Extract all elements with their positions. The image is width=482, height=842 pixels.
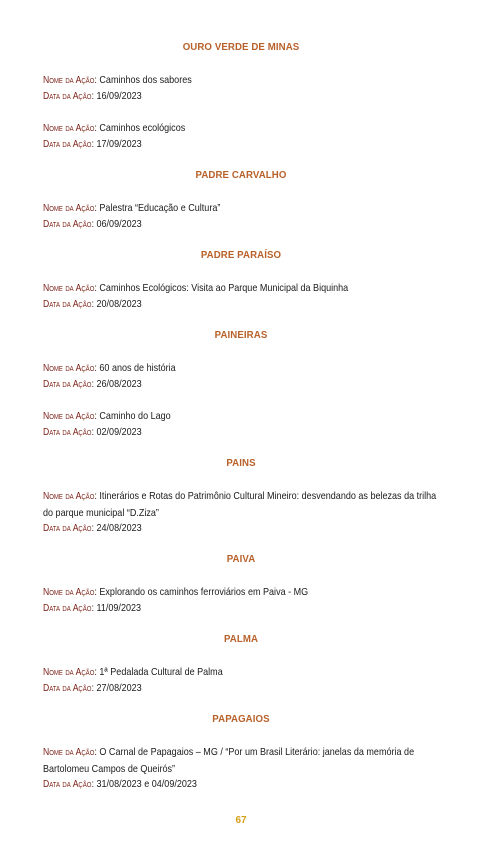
- action-name: O Carnal de Papagaios – MG / “Por um Brasil Literário: janelas da memória de Bartolomeu Campos de Queirós”: [43, 746, 415, 775]
- action-date-label: Data da Ação: [43, 779, 92, 790]
- city-heading: OURO VERDE DE MINAS: [182, 41, 300, 53]
- action-name-line: Nome da Ação: Caminhos dos sabores: [43, 74, 192, 86]
- action-name-line: Nome da Ação: O Carnal de Papagaios – MG / “Por um Brasil Literário: janelas da memória de Bartolomeu Campos de Queirós”: [43, 746, 415, 775]
- action-date: 26/08/2023: [96, 378, 142, 390]
- action-name: Caminhos ecológicos: [99, 122, 186, 134]
- city-heading: PADRE PARAÍSO: [200, 249, 282, 261]
- action-name-label: Nome da Ação: [43, 491, 95, 502]
- action-date-line: Data da Ação: 16/09/2023: [43, 90, 142, 102]
- action-date: 24/08/2023: [96, 522, 142, 534]
- action-date-label: Data da Ação: [43, 379, 92, 390]
- action-name-line: Nome da Ação: 60 anos de história: [43, 362, 176, 374]
- action-date-label: Data da Ação: [43, 299, 92, 310]
- action-name-line: Nome da Ação: Itinerários e Rotas do Patrimônio Cultural Mineiro: desvendando as belezas da trilha do parque municipal “D.Ziza”: [43, 490, 437, 519]
- action-date: 20/08/2023: [96, 298, 142, 310]
- action-date-label: Data da Ação: [43, 139, 92, 150]
- action-name-line: Nome da Ação: 1ª Pedalada Cultural de Palma: [43, 666, 223, 678]
- action-name-line: Nome da Ação: Caminho do Lago: [43, 410, 171, 422]
- action-date: 17/09/2023: [96, 138, 142, 150]
- action-date: 27/08/2023: [96, 682, 142, 694]
- action-name-line: Nome da Ação: Palestra “Educação e Cultura”: [43, 202, 221, 214]
- action-name-line: Nome da Ação: Explorando os caminhos ferroviários em Paiva - MG: [43, 586, 309, 598]
- action-date-label: Data da Ação: [43, 523, 92, 534]
- action-name-label: Nome da Ação: [43, 411, 95, 422]
- action-date-label: Data da Ação: [43, 603, 92, 614]
- action-date-line: Data da Ação: 11/09/2023: [43, 602, 142, 614]
- action-date-label: Data da Ação: [43, 683, 92, 694]
- action-date: 06/09/2023: [96, 218, 142, 230]
- action-name: Explorando os caminhos ferroviários em Paiva - MG: [99, 586, 309, 598]
- action-date: 16/09/2023: [96, 90, 142, 102]
- city-heading: PAPAGAIOS: [212, 713, 270, 725]
- city-heading: PAINS: [226, 457, 256, 469]
- action-name: Caminhos dos sabores: [99, 74, 192, 86]
- action-name-label: Nome da Ação: [43, 363, 95, 374]
- action-name-line: Nome da Ação: Caminhos ecológicos: [43, 122, 186, 134]
- action-date-label: Data da Ação: [43, 219, 92, 230]
- action-name: 60 anos de história: [99, 362, 176, 374]
- action-date-label: Data da Ação: [43, 91, 92, 102]
- action-date-line: Data da Ação: 26/08/2023: [43, 378, 142, 390]
- page-number: 67: [235, 815, 247, 826]
- action-date: 11/09/2023: [96, 602, 142, 614]
- action-name: Palestra “Educação e Cultura”: [99, 202, 221, 214]
- action-name-label: Nome da Ação: [43, 203, 95, 214]
- action-date-line: Data da Ação: 31/08/2023 e 04/09/2023: [43, 778, 197, 790]
- action-name-label: Nome da Ação: [43, 747, 95, 758]
- action-name-label: Nome da Ação: [43, 587, 95, 598]
- action-date-line: Data da Ação: 24/08/2023: [43, 522, 142, 534]
- action-date-line: Data da Ação: 27/08/2023: [43, 682, 142, 694]
- action-date-line: Data da Ação: 06/09/2023: [43, 218, 142, 230]
- city-heading: PAIVA: [226, 553, 256, 565]
- action-date-line: Data da Ação: 02/09/2023: [43, 426, 142, 438]
- action-date-line: Data da Ação: 20/08/2023: [43, 298, 142, 310]
- action-date-line: Data da Ação: 17/09/2023: [43, 138, 142, 150]
- action-name-label: Nome da Ação: [43, 667, 95, 678]
- city-heading: PAINEIRAS: [214, 329, 268, 341]
- action-name: Itinerários e Rotas do Patrimônio Cultural Mineiro: desvendando as belezas da trilha do parque municipal “D.Ziza”: [43, 490, 437, 519]
- city-heading: PADRE CARVALHO: [195, 169, 287, 181]
- city-heading: PALMA: [223, 633, 259, 645]
- action-name: Caminho do Lago: [99, 410, 171, 422]
- action-name: Caminhos Ecológicos: Visita ao Parque Municipal da Biquinha: [99, 282, 349, 294]
- action-name-label: Nome da Ação: [43, 283, 95, 294]
- action-name-line: Nome da Ação: Caminhos Ecológicos: Visita ao Parque Municipal da Biquinha: [43, 282, 349, 294]
- action-date: 02/09/2023: [96, 426, 142, 438]
- action-name-label: Nome da Ação: [43, 75, 95, 86]
- action-name: 1ª Pedalada Cultural de Palma: [99, 666, 223, 678]
- action-date-label: Data da Ação: [43, 427, 92, 438]
- action-date: 31/08/2023 e 04/09/2023: [96, 778, 197, 790]
- action-name-label: Nome da Ação: [43, 123, 95, 134]
